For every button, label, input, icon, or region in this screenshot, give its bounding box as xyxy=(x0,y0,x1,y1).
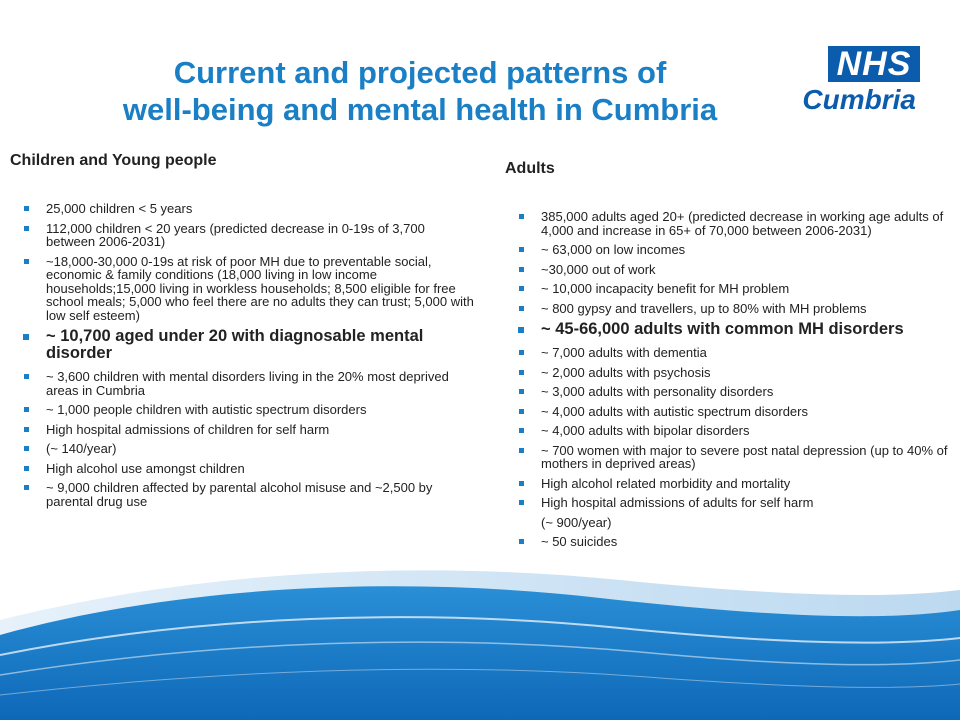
adults-heading: Adults xyxy=(505,160,555,177)
list-item: ~30,000 out of work xyxy=(505,263,950,277)
list-item: High hospital admissions of children for self harm xyxy=(10,423,475,437)
title-line-2: well-being and mental health in Cumbria xyxy=(122,92,718,127)
decorative-wave-footer xyxy=(0,560,960,720)
list-item-highlight: ~ 10,700 aged under 20 with diagnosable mental disorder xyxy=(10,328,475,362)
list-item: 112,000 children < 20 years (predicted decrease in 0-19s of 3,700 between 2006-2031) xyxy=(10,222,475,249)
list-item: ~ 10,000 incapacity benefit for MH problem xyxy=(505,282,950,296)
list-item: ~ 700 women with major to severe post natal depression (up to 40% of mothers in deprived areas) xyxy=(505,444,950,471)
list-item: 385,000 adults aged 20+ (predicted decrease in working age adults of 4,000 and increase in 65+ of 70,000 between 2006-2031) xyxy=(505,210,950,237)
list-item: ~18,000-30,000 0-19s at risk of poor MH due to preventable social, economic & family conditions (18,000 living in low income households;15,000 living in workless households; 8,500 eligible for free school meals; 5,000 who feel there are no adults they can trust; 5,000 with low self esteem) xyxy=(10,255,475,323)
list-item: ~ 3,000 adults with personality disorders xyxy=(505,385,950,399)
list-item: ~ 4,000 adults with bipolar disorders xyxy=(505,424,950,438)
logo-org-name: Cumbria xyxy=(802,84,916,115)
adults-column xyxy=(505,160,950,555)
list-item: ~ 2,000 adults with psychosis xyxy=(505,366,950,380)
nhs-logo-box: NHS xyxy=(828,46,920,82)
list-item: ~ 3,600 children with mental disorders living in the 20% most deprived areas in Cumbria xyxy=(10,370,475,397)
page-title xyxy=(60,54,780,128)
list-item: High hospital admissions of adults for self harm xyxy=(505,496,950,510)
children-list xyxy=(10,202,475,508)
list-item-highlight: ~ 45-66,000 adults with common MH disorders xyxy=(505,321,950,338)
children-column xyxy=(10,152,475,514)
adults-list xyxy=(505,210,950,549)
nhs-cumbria-logo xyxy=(798,46,920,118)
list-item: ~ 50 suicides xyxy=(505,535,950,549)
list-item-continuation: (~ 900/year) xyxy=(541,514,612,530)
children-heading: Children and Young people xyxy=(10,152,217,169)
list-item: (~ 140/year) xyxy=(10,442,475,456)
list-item: ~ 1,000 people children with autistic spectrum disorders xyxy=(10,403,475,417)
list-item: ~ 63,000 on low incomes xyxy=(505,243,950,257)
list-item: ~ 7,000 adults with dementia xyxy=(505,346,950,360)
list-item: ~ 9,000 children affected by parental alcohol misuse and ~2,500 by parental drug use xyxy=(10,481,475,508)
list-item: ~ 800 gypsy and travellers, up to 80% with MH problems xyxy=(505,302,950,316)
list-item: High alcohol related morbidity and mortality xyxy=(505,477,950,491)
list-item: 25,000 children < 5 years xyxy=(10,202,475,216)
list-item: High alcohol use amongst children xyxy=(10,462,475,476)
title-line-1: Current and projected patterns of xyxy=(173,55,667,90)
list-item: ~ 4,000 adults with autistic spectrum disorders xyxy=(505,405,950,419)
